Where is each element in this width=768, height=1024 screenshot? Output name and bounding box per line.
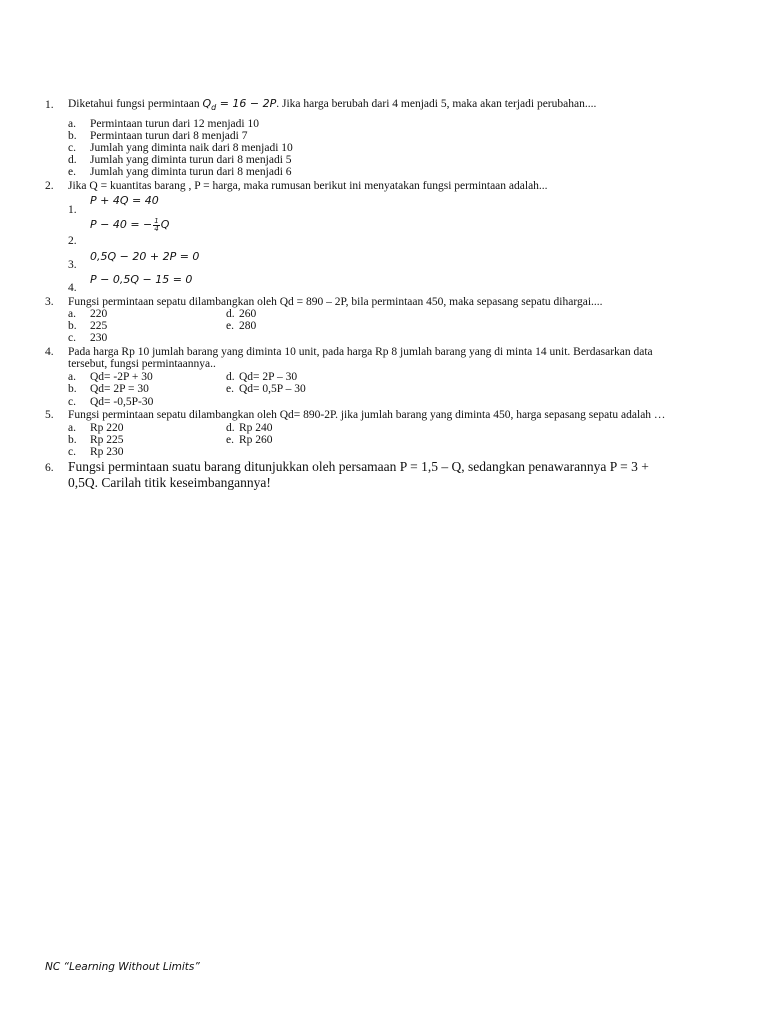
q1-option-text: Jumlah yang diminta turun dari 8 menjadi 5 [90, 154, 292, 166]
q5-option-text: Rp 230 [90, 446, 124, 458]
q5-option-text: Rp 240 [239, 422, 273, 434]
question-4-text: tersebut, fungsi permintaannya.. [68, 358, 216, 370]
question-4-number: 4. [45, 346, 54, 358]
question-3-number: 3. [45, 296, 54, 308]
q1-option-text: Permintaan turun dari 12 menjadi 10 [90, 118, 259, 130]
q2-option-formula: P + 4Q = 40 [90, 194, 159, 207]
q5-option-letter: a. [68, 422, 76, 434]
question-1-formula: $Q_d = 16 - 2P$ [202, 97, 277, 113]
q5-option-letter: d. [226, 422, 235, 434]
question-5-number: 5. [45, 409, 54, 421]
page-footer: NC “Learning Without Limits” [45, 961, 200, 973]
q4-option-text: Qd= -0,5P-30 [90, 396, 154, 408]
q3-option-text: 280 [239, 320, 257, 332]
question-6-number: 6. [45, 462, 54, 474]
q2-option-number: 2. [68, 235, 77, 247]
question-1-text-after: . Jika harga berubah dari 4 menjadi 5, maka akan terjadi perubahan.... [276, 98, 597, 110]
question-3-text: Fungsi permintaan sepatu dilambangkan oleh Qd = 890 – 2P, bila permintaan 450, maka sepasang sepatu dihargai.... [68, 296, 603, 308]
q5-option-letter: e. [226, 434, 234, 446]
q5-option-letter: b. [68, 434, 77, 446]
q1-option-letter: d. [68, 154, 77, 166]
q4-option-text: Qd= 2P – 30 [239, 371, 298, 383]
q1-option-text: Permintaan turun dari 8 menjadi 7 [90, 130, 248, 142]
q3-option-letter: b. [68, 320, 77, 332]
q5-option-letter: c. [68, 446, 76, 458]
q3-option-letter: d. [226, 308, 235, 320]
question-2-number: 2. [45, 180, 54, 192]
q1-option-letter: b. [68, 130, 77, 142]
question-1-number: 1. [45, 99, 54, 111]
q2-option-number: 4. [68, 282, 77, 294]
q5-option-text: Rp 260 [239, 434, 273, 446]
question-6-text: 0,5Q. Carilah titik keseimbangannya! [68, 475, 271, 490]
question-6-text: Fungsi permintaan suatu barang ditunjukkan oleh persamaan P = 1,5 – Q, sedangkan penawarannya P = 3 + [68, 459, 649, 474]
q4-option-text: Qd= -2P + 30 [90, 371, 153, 383]
q4-option-text: Qd= 0,5P – 30 [239, 383, 306, 395]
question-2-text: Jika Q = kuantitas barang , P = harga, maka rumusan berikut ini menyatakan fungsi permintaan adalah... [68, 180, 548, 192]
q5-option-text: Rp 220 [90, 422, 124, 434]
question-5-text: Fungsi permintaan sepatu dilambangkan oleh Qd= 890-2P. jika jumlah barang yang diminta 450, harga sepasang sepatu adalah … [68, 409, 666, 421]
q1-option-text: Jumlah yang diminta naik dari 8 menjadi 10 [90, 142, 293, 154]
q3-option-letter: a. [68, 308, 76, 320]
fraction: $\frac{1}{4}$ [154, 216, 159, 233]
question-1-stem [68, 96, 596, 115]
q3-option-letter: e. [226, 320, 234, 332]
q2-option-formula: 0,5Q − 20 + 2P = 0 [90, 250, 200, 263]
q4-option-letter: e. [226, 383, 234, 395]
q1-option-letter: a. [68, 118, 76, 130]
q3-option-text: 260 [239, 308, 257, 320]
q2-option-formula: P − 0,5Q − 15 = 0 [90, 273, 193, 286]
q1-option-letter: c. [68, 142, 76, 154]
q3-option-letter: c. [68, 332, 76, 344]
q3-option-text: 220 [90, 308, 108, 320]
q4-option-letter: d. [226, 371, 235, 383]
q4-option-letter: b. [68, 383, 77, 395]
q2-option-number: 1. [68, 204, 77, 216]
q5-option-text: Rp 225 [90, 434, 124, 446]
question-1-text-before: Diketahui fungsi permintaan [68, 98, 203, 110]
q4-option-text: Qd= 2P = 30 [90, 383, 149, 395]
q3-option-text: 230 [90, 332, 108, 344]
q1-option-text: Jumlah yang diminta turun dari 8 menjadi 6 [90, 166, 292, 178]
q3-option-text: 225 [90, 320, 108, 332]
q4-option-letter: c. [68, 396, 76, 408]
q2-option-formula: P − 40 = − $\frac{1}{4}$ Q [90, 216, 170, 233]
q2-option-number: 3. [68, 259, 77, 271]
q1-option-letter: e. [68, 166, 76, 178]
q4-option-letter: a. [68, 371, 76, 383]
question-4-text: Pada harga Rp 10 jumlah barang yang diminta 10 unit, pada harga Rp 8 jumlah barang yang di minta 14 unit. Berdasarkan data [68, 346, 653, 358]
